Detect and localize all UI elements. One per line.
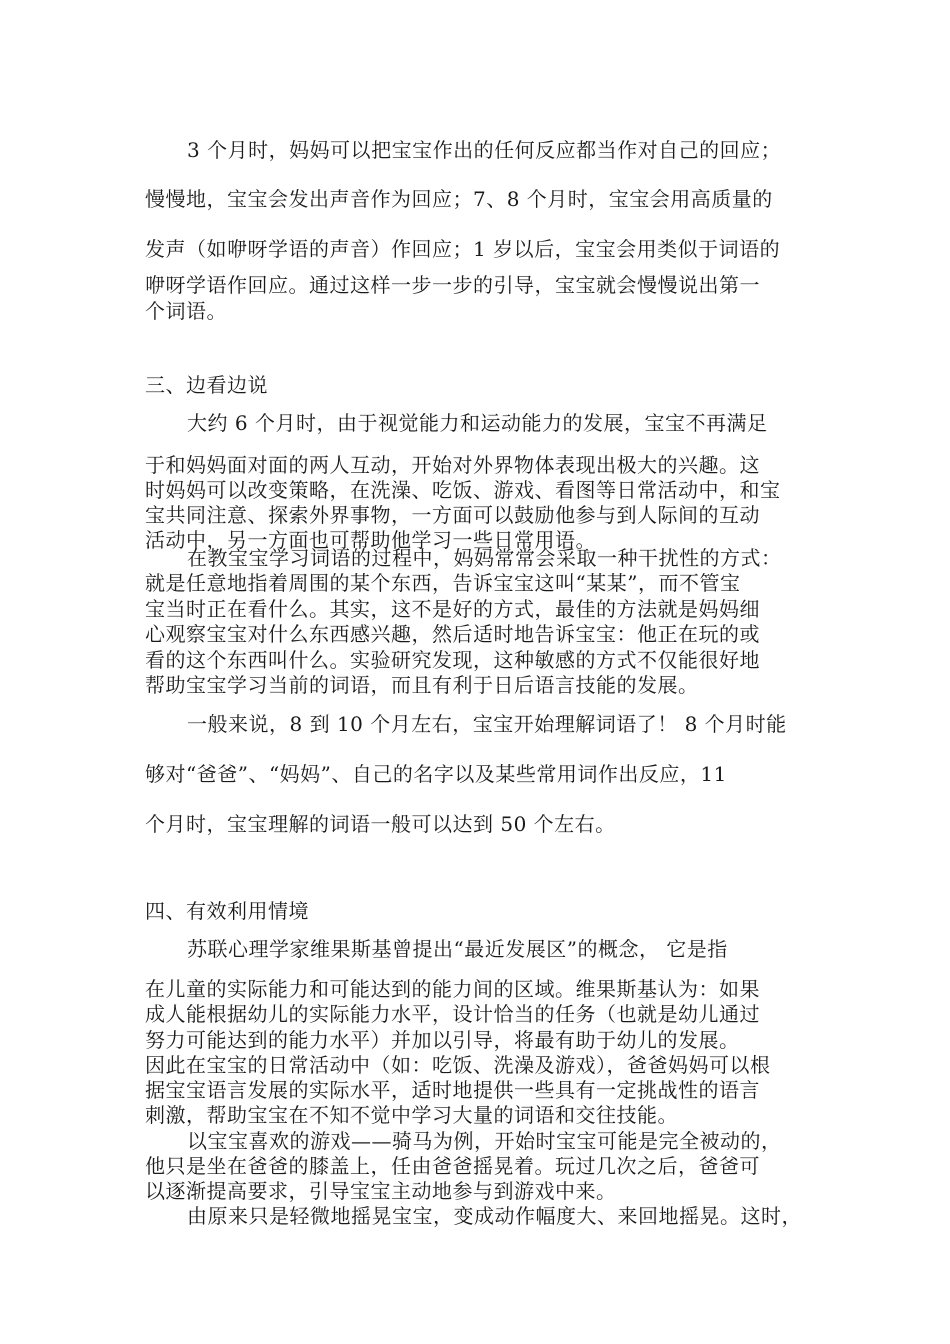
paragraph-line: 刺激，帮助宝宝在不知不觉中学习大量的词语和交往技能。 [145, 1103, 678, 1127]
paragraph-line: 大约 6 个月时，由于视觉能力和运动能力的发展，宝宝不再满足 [187, 411, 768, 435]
paragraph-line: 在教宝宝学习词语的过程中，妈妈常常会采取一种干扰性的方式： [187, 546, 782, 570]
paragraph-line: 以宝宝喜欢的游戏——骑马为例，开始时宝宝可能是完全被动的， [187, 1129, 782, 1153]
paragraph-line: 由原来只是轻微地摇晃宝宝，变成动作幅度大、来回地摇晃。这时， [187, 1204, 802, 1228]
paragraph-line: 以逐渐提高要求，引导宝宝主动地参与到游戏中来。 [145, 1179, 617, 1203]
section-heading: 三、边看边说 [145, 373, 268, 397]
paragraph-line: 于和妈妈面对面的两人互动，开始对外界物体表现出极大的兴趣。这 [145, 453, 760, 477]
paragraph-line: 就是任意地指着周围的某个东西，告诉宝宝这叫“某某”，而不管宝 [145, 571, 741, 595]
paragraph-line: 心观察宝宝对什么东西感兴趣，然后适时地告诉宝宝：他正在玩的或 [145, 622, 760, 646]
paragraph-line: 宝共同注意、探索外界事物，一方面可以鼓励他参与到人际间的互动 [145, 503, 760, 527]
paragraph-line: 宝当时正在看什么。其实，这不是好的方式，最佳的方法就是妈妈细 [145, 597, 760, 621]
paragraph-line: 据宝宝语言发展的实际水平，适时地提供一些具有一定挑战性的语言 [145, 1078, 760, 1102]
paragraph-line: 帮助宝宝学习当前的词语，而且有利于日后语言技能的发展。 [145, 673, 699, 697]
paragraph-line: 他只是坐在爸爸的膝盖上，任由爸爸摇晃着。玩过几次之后，爸爸可 [145, 1154, 760, 1178]
paragraph-line: 看的这个东西叫什么。实验研究发现，这种敏感的方式不仅能很好地 [145, 648, 760, 672]
paragraph-line: 个月时，宝宝理解的词语一般可以达到 50 个左右。 [145, 812, 616, 836]
paragraph-line: 个词语。 [145, 299, 227, 323]
section-heading: 四、有效利用情境 [145, 899, 309, 923]
paragraph-line: 慢慢地，宝宝会发出声音作为回应；7、8 个月时，宝宝会用高质量的 [145, 187, 773, 211]
paragraph-line: 发声（如咿呀学语的声音）作回应；1 岁以后，宝宝会用类似于词语的 [145, 237, 781, 261]
paragraph-line: 够对“爸爸”、“妈妈”、自己的名字以及某些常用词作出反应，11 [145, 762, 727, 786]
paragraph-line: 活动中，另一方面也可帮助他学习一些日常用语。 [145, 528, 596, 552]
paragraph-line: 因此在宝宝的日常活动中（如：吃饭、洗澡及游戏），爸爸妈妈可以根 [145, 1053, 771, 1077]
paragraph-line: 在儿童的实际能力和可能达到的能力间的区域。维果斯基认为：如果 [145, 977, 760, 1001]
paragraph-line: 3 个月时，妈妈可以把宝宝作出的任何反应都当作对自己的回应； [187, 138, 782, 162]
paragraph-line: 努力可能达到的能力水平）并加以引导，将最有助于幼儿的发展。 [145, 1028, 740, 1052]
paragraph-line: 苏联心理学家维果斯基曾提出“最近发展区”的概念， 它是指 [187, 937, 728, 961]
paragraph-line: 时妈妈可以改变策略，在洗澡、吃饭、游戏、看图等日常活动中，和宝 [145, 478, 781, 502]
paragraph-line: 咿呀学语作回应。通过这样一步一步的引导，宝宝就会慢慢说出第一 [145, 273, 760, 297]
paragraph-line: 一般来说，8 到 10 个月左右，宝宝开始理解词语了！ 8 个月时能 [187, 712, 787, 736]
paragraph-line: 成人能根据幼儿的实际能力水平，设计恰当的任务（也就是幼儿通过 [145, 1002, 760, 1026]
